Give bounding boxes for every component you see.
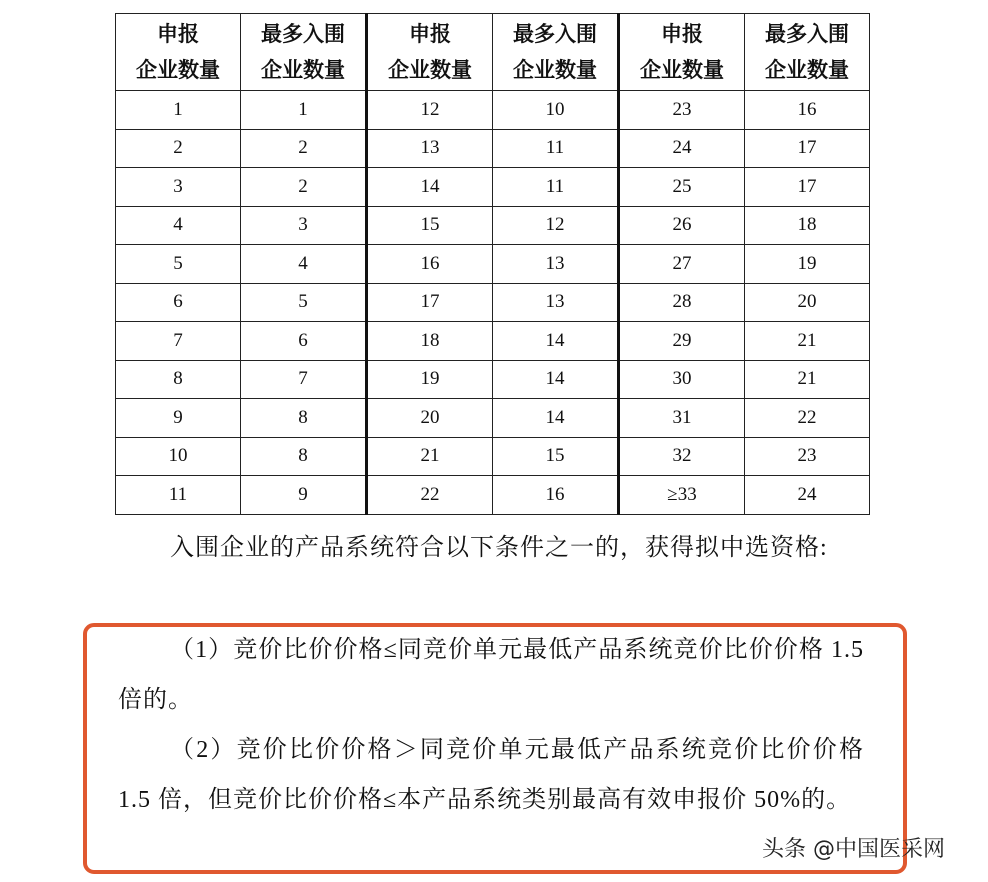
- table-row: [116, 91, 870, 130]
- column-header-line: 申报: [157, 22, 199, 46]
- table-cell: 9: [241, 476, 367, 515]
- table-cell: 30: [619, 360, 745, 399]
- watermark: 头条 @中国医采网: [762, 837, 945, 862]
- table-cell: ≥33: [619, 476, 745, 515]
- table-cell: 4: [241, 245, 367, 284]
- table-row: [116, 476, 870, 515]
- table-cell: 5: [241, 283, 367, 322]
- table-cell: 7: [116, 322, 241, 361]
- table-cell: 22: [367, 476, 493, 515]
- table-cell: 12: [493, 206, 619, 245]
- table-cell: 8: [241, 399, 367, 438]
- table-cell: 13: [493, 245, 619, 284]
- table-cell: 11: [116, 476, 241, 515]
- table-cell: 11: [493, 129, 619, 168]
- column-header: [745, 14, 870, 91]
- table-cell: 17: [745, 168, 870, 207]
- condition-2: （2）竞价比价价格＞同竞价单元最低产品系统竞价比价价格 1.5 倍，但竞价比价价格≤本产品系统类别最高有效申报价 50%的。: [118, 737, 864, 813]
- table-cell: 29: [619, 322, 745, 361]
- table-header-row: [116, 14, 870, 91]
- table-cell: 8: [241, 437, 367, 476]
- table-row: [116, 129, 870, 168]
- table-row: [116, 206, 870, 245]
- table-cell: 13: [367, 129, 493, 168]
- table-cell: 5: [116, 245, 241, 284]
- table-cell: 28: [619, 283, 745, 322]
- table-cell: 17: [367, 283, 493, 322]
- table-row: [116, 360, 870, 399]
- table-cell: 24: [745, 476, 870, 515]
- table-cell: 32: [619, 437, 745, 476]
- column-header-line: 最多入围: [261, 22, 345, 46]
- table-cell: 16: [745, 91, 870, 130]
- table-cell: 2: [241, 129, 367, 168]
- table-cell: 4: [116, 206, 241, 245]
- table-cell: 11: [493, 168, 619, 207]
- column-header: [367, 14, 493, 91]
- table-cell: 24: [619, 129, 745, 168]
- table-cell: 18: [745, 206, 870, 245]
- table-cell: 25: [619, 168, 745, 207]
- table-cell: 10: [116, 437, 241, 476]
- table-cell: 23: [745, 437, 870, 476]
- table-cell: 19: [367, 360, 493, 399]
- table-cell: 20: [367, 399, 493, 438]
- table-row: [116, 245, 870, 284]
- enterprise-count-table: [115, 13, 870, 515]
- condition-1: （1）竞价比价价格≤同竞价单元最低产品系统竞价比价价格 1.5 倍的。: [118, 637, 864, 713]
- table-cell: 16: [493, 476, 619, 515]
- table-cell: 20: [745, 283, 870, 322]
- table-cell: 21: [745, 360, 870, 399]
- column-header-line: 申报: [409, 22, 451, 46]
- table-row: [116, 437, 870, 476]
- table-cell: 21: [745, 322, 870, 361]
- table-cell: 21: [367, 437, 493, 476]
- column-header-line: 企业数量: [513, 58, 597, 82]
- table-cell: 3: [241, 206, 367, 245]
- table-cell: 31: [619, 399, 745, 438]
- column-header-line: 企业数量: [640, 58, 724, 82]
- table-row: [116, 399, 870, 438]
- table-cell: 15: [367, 206, 493, 245]
- table-cell: 22: [745, 399, 870, 438]
- table-cell: 1: [241, 91, 367, 130]
- column-header-line: 企业数量: [765, 58, 849, 82]
- table-row: [116, 168, 870, 207]
- table-cell: 8: [116, 360, 241, 399]
- table-cell: 3: [116, 168, 241, 207]
- intro-paragraph: 入围企业的产品系统符合以下条件之一的，获得拟中选资格:: [170, 535, 828, 561]
- column-header-line: 最多入围: [513, 22, 597, 46]
- table-row: [116, 283, 870, 322]
- column-header: [493, 14, 619, 91]
- table-cell: 2: [116, 129, 241, 168]
- table-cell: 26: [619, 206, 745, 245]
- column-header: [619, 14, 745, 91]
- table-cell: 6: [241, 322, 367, 361]
- table-cell: 14: [493, 322, 619, 361]
- table-cell: 13: [493, 283, 619, 322]
- table-cell: 12: [367, 91, 493, 130]
- column-header-line: 企业数量: [261, 58, 345, 82]
- table-cell: 9: [116, 399, 241, 438]
- table-cell: 2: [241, 168, 367, 207]
- column-header-line: 申报: [661, 22, 703, 46]
- column-header: [116, 14, 241, 91]
- table-cell: 6: [116, 283, 241, 322]
- table-cell: 27: [619, 245, 745, 284]
- table-cell: 19: [745, 245, 870, 284]
- table-cell: 10: [493, 91, 619, 130]
- table-row: [116, 322, 870, 361]
- table-cell: 16: [367, 245, 493, 284]
- column-header-line: 企业数量: [136, 58, 220, 82]
- table-cell: 14: [367, 168, 493, 207]
- table-cell: 7: [241, 360, 367, 399]
- table-cell: 14: [493, 360, 619, 399]
- table-cell: 18: [367, 322, 493, 361]
- table-cell: 14: [493, 399, 619, 438]
- table-cell: 17: [745, 129, 870, 168]
- table-cell: 1: [116, 91, 241, 130]
- column-header-line: 最多入围: [765, 22, 849, 46]
- table-cell: 15: [493, 437, 619, 476]
- table-cell: 23: [619, 91, 745, 130]
- column-header-line: 企业数量: [388, 58, 472, 82]
- column-header: [241, 14, 367, 91]
